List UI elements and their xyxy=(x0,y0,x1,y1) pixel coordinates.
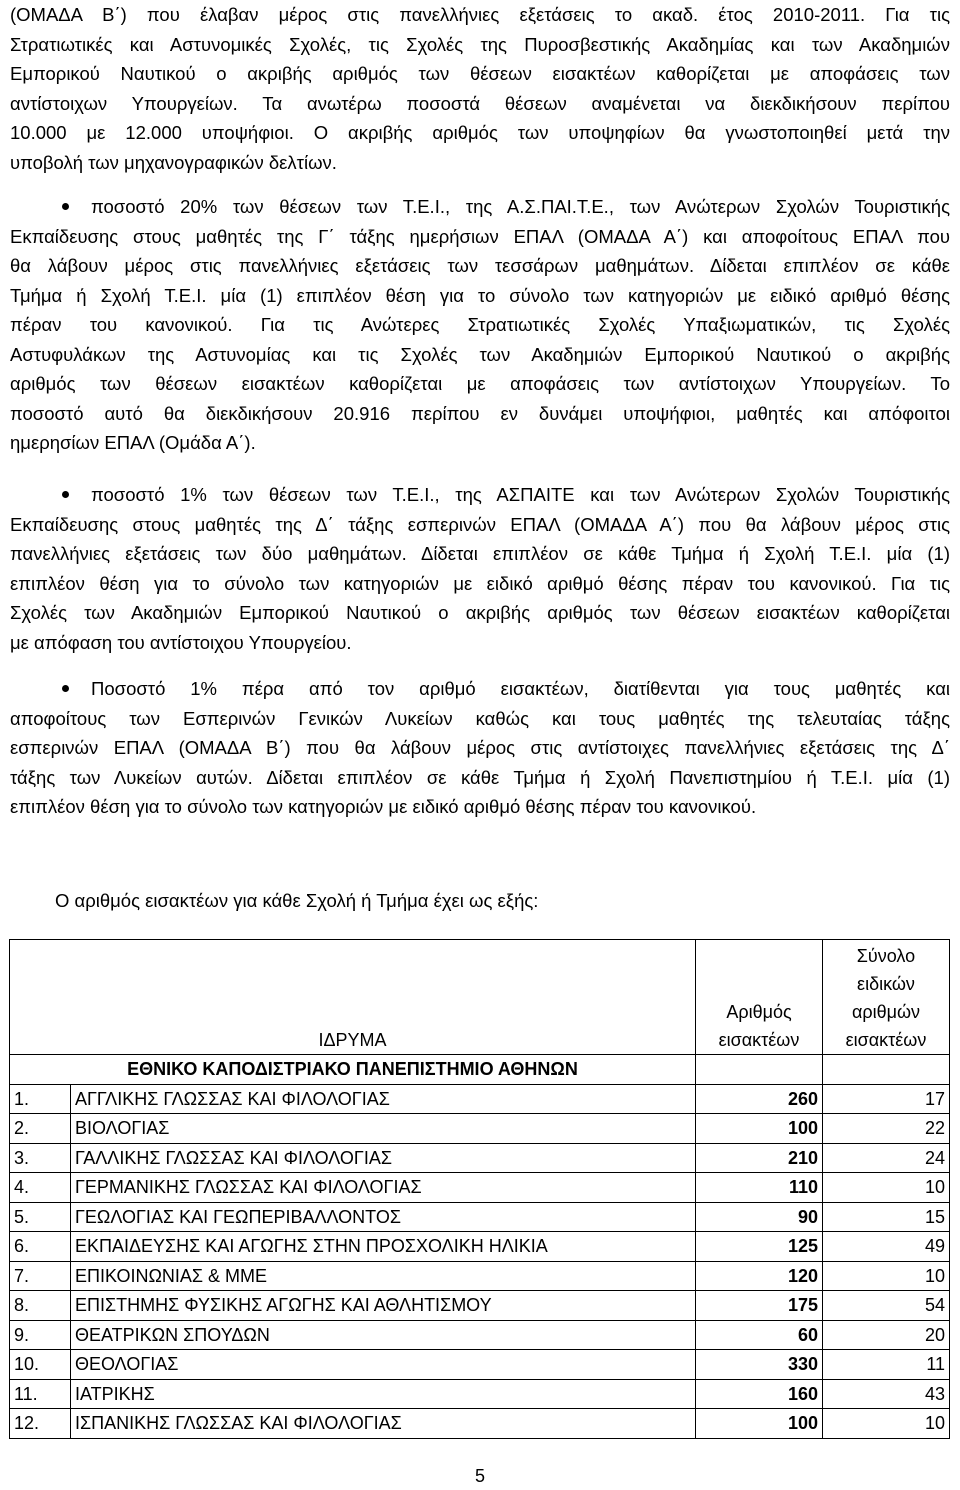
row-number: 2. xyxy=(10,1114,71,1144)
admissions-count: 210 xyxy=(696,1143,823,1173)
paragraph-line: ποσοστό αυτό θα διεκδικήσουν 20.916 περίπου εν δυνάμει υποψήφιοι, μαθητές και απόφοιτοι xyxy=(10,402,950,424)
row-number: 12. xyxy=(10,1409,71,1439)
bullet-item-2 xyxy=(10,480,950,657)
row-number: 1. xyxy=(10,1084,71,1114)
header-admissions: Αριθμός εισακτέων xyxy=(696,940,823,1055)
special-count: 20 xyxy=(823,1320,950,1350)
paragraph-line: υποβολή των μηχανογραφικών δελτίων. xyxy=(10,151,337,173)
empty-cell xyxy=(696,1055,823,1085)
faculty-name: ΕΠΙΚΟΙΝΩΝΙΑΣ & ΜΜΕ xyxy=(71,1261,696,1291)
special-count: 10 xyxy=(823,1261,950,1291)
special-count: 11 xyxy=(823,1350,950,1380)
paragraph-line: Εκπαίδευσης στους μαθητές της Δ΄ τάξης εσπερινών ΕΠΑΛ (ΟΜΑΔΑ Α΄) που θα λάβουν μέρος στις xyxy=(10,513,950,535)
faculty-name: ΙΣΠΑΝΙΚΗΣ ΓΛΩΣΣΑΣ ΚΑΙ ΦΙΛΟΛΟΓΙΑΣ xyxy=(71,1409,696,1439)
paragraph-line: ποσοστό 1% των θέσεων των Τ.Ε.Ι., της ΑΣΠΑΙΤΕ και των Ανώτερων Σχολών Τουριστικής xyxy=(91,484,950,505)
paragraph-line: πέραν του κανονικού. Για τις Ανώτερες Στρατιωτικές Σχολές Υπαξιωματικών, τις Σχολές xyxy=(10,314,950,335)
paragraph-line: επιπλέον θέση για το σύνολο των κατηγοριών με ειδικό αριθμό θέσης πέραν του κανονικού. xyxy=(10,796,757,817)
special-count: 15 xyxy=(823,1202,950,1232)
special-count: 54 xyxy=(823,1291,950,1321)
table-row xyxy=(10,1350,950,1380)
faculty-name: ΓΕΡΜΑΝΙΚΗΣ ΓΛΩΣΣΑΣ ΚΑΙ ΦΙΛΟΛΟΓΙΑΣ xyxy=(71,1173,696,1203)
bullet-icon xyxy=(62,203,69,210)
special-count: 17 xyxy=(823,1084,950,1114)
table-row xyxy=(10,1114,950,1144)
faculty-name: ΕΠΙΣΤΗΜΗΣ ΦΥΣΙΚΗΣ ΑΓΩΓΗΣ ΚΑΙ ΑΘΛΗΤΙΣΜΟΥ xyxy=(71,1291,696,1321)
admissions-count: 100 xyxy=(696,1114,823,1144)
special-count: 10 xyxy=(823,1173,950,1203)
bullet-icon xyxy=(62,491,69,498)
admissions-count: 260 xyxy=(696,1084,823,1114)
bullet-item-3 xyxy=(10,674,950,822)
admissions-table xyxy=(9,939,950,1439)
row-number: 10. xyxy=(10,1350,71,1380)
row-number: 7. xyxy=(10,1261,71,1291)
paragraph-line: πανελλήνιες εξετάσεις των δύο μαθημάτων. Δίδεται επιπλέον σε κάθε Τμήμα ή Σχολή Τ.Ε.Ι. μία (1) xyxy=(10,543,950,564)
faculty-name: ΓΑΛΛΙΚΗΣ ΓΛΩΣΣΑΣ ΚΑΙ ΦΙΛΟΛΟΓΙΑΣ xyxy=(71,1143,696,1173)
paragraph-line: Εκπαίδευσης στους μαθητές της Γ΄ τάξης ημερήσιων ΕΠΑΛ (ΟΜΑΔΑ Α΄) και αποφοίτους ΕΠΑΛ που xyxy=(10,225,950,247)
page-number: 5 xyxy=(474,1466,485,1486)
row-number: 3. xyxy=(10,1143,71,1173)
university-name: ΕΘΝΙΚΟ ΚΑΠΟΔΙΣΤΡΙΑΚΟ ΠΑΝΕΠΙΣΤΗΜΙΟ ΑΘΗΝΩΝ xyxy=(10,1055,696,1085)
row-number: 9. xyxy=(10,1320,71,1350)
bullet-item-1 xyxy=(10,192,950,458)
table-row xyxy=(10,1261,950,1291)
paragraph-line: αποφοίτους των Εσπερινών Γενικών Λυκείων καθώς και τους μαθητές της τελευταίας τάξης xyxy=(10,707,950,729)
faculty-name: ΙΑΤΡΙΚΗΣ xyxy=(71,1379,696,1409)
header-special-total: Σύνολο ειδικών αριθμών εισακτέων xyxy=(823,940,950,1055)
admissions-count: 125 xyxy=(696,1232,823,1262)
faculty-name: ΕΚΠΑΙΔΕΥΣΗΣ ΚΑΙ ΑΓΩΓΗΣ ΣΤΗΝ ΠΡΟΣΧΟΛΙΚΗ ΗΛΙΚΙΑ xyxy=(71,1232,696,1262)
bullet-icon xyxy=(62,685,69,692)
paragraph-line: Εμπορικού Ναυτικού ο ακριβής αριθμός των θέσεων εισακτέων καθορίζεται με αποφάσεις των xyxy=(10,63,950,84)
admissions-count: 90 xyxy=(696,1202,823,1232)
bullet-first-line xyxy=(10,674,950,704)
table-row xyxy=(10,1232,950,1262)
table-row xyxy=(10,1143,950,1173)
intro-paragraph xyxy=(10,0,950,177)
table-row xyxy=(10,1084,950,1114)
paragraph-line: επιπλέον θέση για το σύνολο των κατηγοριών με ειδικό αριθμό θέσης πέραν του κανονικού. Για τις xyxy=(10,572,950,594)
special-count: 10 xyxy=(823,1409,950,1439)
paragraph-line: Στρατιωτικές και Αστυνομικές Σχολές, τις Σχολές της Πυροσβεστικής Ακαδημίας και των Ακαδημιών xyxy=(10,33,950,55)
bullet-first-line xyxy=(10,192,950,222)
admissions-count: 100 xyxy=(696,1409,823,1439)
faculty-name: ΑΓΓΛΙΚΗΣ ΓΛΩΣΣΑΣ ΚΑΙ ΦΙΛΟΛΟΓΙΑΣ xyxy=(71,1084,696,1114)
paragraph-line: (ΟΜΑΔΑ Β΄) που έλαβαν μέρος στις πανελλήνιες εξετάσεις το ακαδ. έτος 2010-2011. Για τις xyxy=(10,4,950,25)
paragraph-line: αντίστοιχων Υπουργείων. Τα ανωτέρω ποσοστά θέσεων αναμένεται να διεκδικήσουν περίπου xyxy=(10,92,950,114)
paragraph-line: με απόφαση του αντίστοιχου Υπουργείου. xyxy=(10,631,352,653)
table-header-row xyxy=(10,940,950,1055)
admissions-count: 175 xyxy=(696,1291,823,1321)
table-row xyxy=(10,1409,950,1439)
paragraph-line: θα λάβουν μέρος στις πανελλήνιες εξετάσεις των τεσσάρων μαθημάτων. Δίδεται επιπλέον σε κάθε xyxy=(10,255,950,276)
paragraph-line: Σχολές των Ακαδημιών Εμπορικού Ναυτικού ο ακριβής αριθμός των θέσεων εισακτέων καθορίζεται xyxy=(10,602,950,623)
table-body xyxy=(10,1084,950,1438)
paragraph-line: Αστυφυλάκων της Αστυνομίας και τις Σχολές των Ακαδημιών Εμπορικού Ναυτικού ο ακριβής xyxy=(10,343,950,365)
faculty-name: ΓΕΩΛΟΓΙΑΣ ΚΑΙ ΓΕΩΠΕΡΙΒΑΛΛΟΝΤΟΣ xyxy=(71,1202,696,1232)
paragraph-line: τάξης των Λυκείων αυτών. Δίδεται επιπλέον σε κάθε Τμήμα ή Σχολή Πανεπιστημίου ή Τ.Ε.Ι. μία (1) xyxy=(10,766,950,788)
paragraph-line: αριθμός των θέσεων εισακτέων καθορίζεται με αποφάσεις των αντίστοιχων Υπουργείων. Το xyxy=(10,373,950,394)
paragraph-line: Ποσοστό 1% πέρα από τον αριθμό εισακτέων, διατίθενται για τους μαθητές και xyxy=(91,678,950,699)
table-row xyxy=(10,1173,950,1203)
row-number: 4. xyxy=(10,1173,71,1203)
admissions-count: 330 xyxy=(696,1350,823,1380)
row-number: 5. xyxy=(10,1202,71,1232)
table-row xyxy=(10,1291,950,1321)
faculty-name: ΘΕΑΤΡΙΚΩΝ ΣΠΟΥΔΩΝ xyxy=(71,1320,696,1350)
bullet-first-line xyxy=(10,480,950,510)
admissions-count: 110 xyxy=(696,1173,823,1203)
admissions-count: 160 xyxy=(696,1379,823,1409)
table-row xyxy=(10,1202,950,1232)
special-count: 43 xyxy=(823,1379,950,1409)
special-count: 24 xyxy=(823,1143,950,1173)
row-number: 8. xyxy=(10,1291,71,1321)
admissions-count: 120 xyxy=(696,1261,823,1291)
paragraph-line: 10.000 με 12.000 υποψήφιοι. Ο ακριβής αριθμός των υποψηφίων θα γνωστοποιηθεί μετά την xyxy=(10,122,950,143)
paragraph-line: ποσοστό 20% των θέσεων των Τ.Ε.Ι., της Α.Σ.ΠΑΙ.Τ.Ε., των Ανώτερων Σχολών Τουριστικής xyxy=(91,196,950,217)
faculty-name: ΘΕΟΛΟΓΙΑΣ xyxy=(71,1350,696,1380)
row-number: 6. xyxy=(10,1232,71,1262)
university-row xyxy=(10,1055,950,1085)
special-count: 22 xyxy=(823,1114,950,1144)
paragraph-line: εσπερινών ΕΠΑΛ (ΟΜΑΔΑ Β΄) που θα λάβουν μέρος στις αντίστοιχες πανελλήνιες εξετάσεις της Δ΄ xyxy=(10,737,950,758)
admissions-count: 60 xyxy=(696,1320,823,1350)
paragraph-line: Τμήμα ή Σχολή Τ.Ε.Ι. μία (1) επιπλέον θέση για το σύνολο των κατηγοριών με ειδικό αριθμό θέσης xyxy=(10,284,950,306)
table-intro: Ο αριθμός εισακτέων για κάθε Σχολή ή Τμήμα έχει ως εξής: xyxy=(55,890,539,911)
faculty-name: ΒΙΟΛΟΓΙΑΣ xyxy=(71,1114,696,1144)
header-institution: ΙΔΡΥΜΑ xyxy=(10,940,696,1055)
special-count: 49 xyxy=(823,1232,950,1262)
paragraph-line: ημερησίων ΕΠΑΛ (Ομάδα Α΄). xyxy=(10,432,256,453)
table-row xyxy=(10,1379,950,1409)
table-row xyxy=(10,1320,950,1350)
row-number: 11. xyxy=(10,1379,71,1409)
empty-cell xyxy=(823,1055,950,1085)
